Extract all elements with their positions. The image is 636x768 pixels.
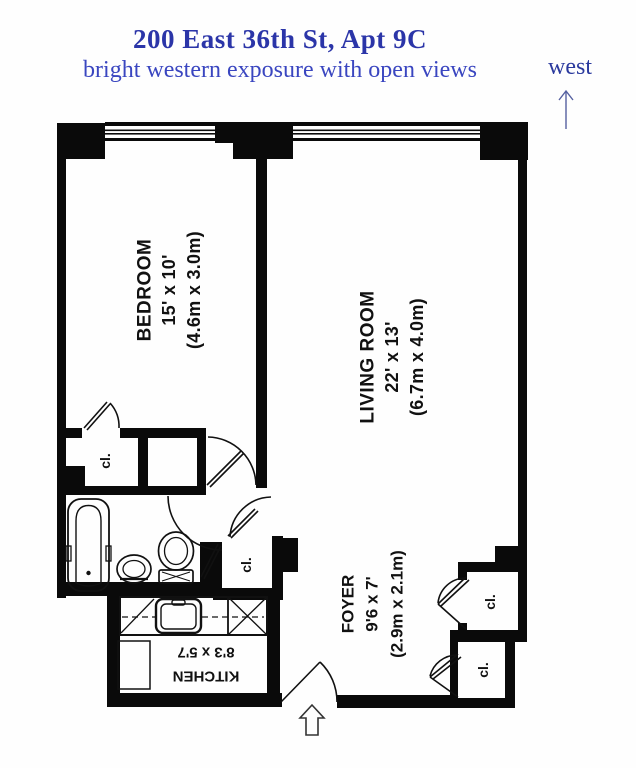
living-room-label: LIVING ROOM (357, 290, 379, 424)
wall-closet-nub (57, 466, 85, 495)
page-title: 200 East 36th St, Apt 9C (132, 24, 428, 54)
entry-arrow-icon (300, 705, 324, 735)
bedroom-dim-ft: 15' x 10' (159, 254, 179, 326)
foyer-closet-door (228, 497, 271, 538)
living-room-dim-ft: 22' x 13' (382, 321, 402, 393)
wall-bedroom-bottom-a (57, 428, 82, 438)
wall-pillar-top-left (57, 123, 105, 159)
closet-lower-right-label: cl. (475, 662, 491, 678)
foyer-closet-label: cl. (238, 557, 254, 573)
entry-door (281, 662, 337, 702)
wall-closet-divider (138, 438, 148, 495)
closet-upper-right-door (438, 577, 469, 629)
wall-kitchen-bottom (107, 693, 282, 707)
bathroom-sink (117, 555, 151, 583)
closet-upper-right-label: cl. (482, 594, 498, 610)
kitchen-sink (156, 599, 201, 633)
living-room-window (293, 122, 480, 141)
refrigerator (118, 641, 150, 689)
bedroom-door (207, 437, 256, 487)
bedroom-dim-m: (4.6m x 3.0m) (184, 231, 204, 349)
foyer-dim-m: (2.9m x 2.1m) (387, 550, 407, 658)
wall-closet-mid-band (450, 630, 527, 642)
wall-kitchen-right (267, 597, 280, 697)
wall-pillar-top-middle (215, 122, 293, 143)
bedroom-window (105, 122, 215, 141)
foyer-label: FOYER (338, 574, 358, 634)
bedroom-closet-label: cl. (97, 453, 113, 469)
wall-divider (256, 158, 267, 488)
wall-foyer-bottom (337, 695, 458, 708)
wall-closet-ur-top (458, 562, 518, 572)
counter-diagonal (121, 599, 154, 633)
bedroom-label: BEDROOM (134, 238, 156, 342)
wall-foyer-pillar (283, 538, 298, 572)
west-arrow-icon (559, 91, 573, 129)
page-subtitle: bright western exposure with open views (83, 57, 477, 83)
wall-pillar-top-right (480, 122, 528, 160)
wall-closet-right (197, 438, 206, 486)
kitchen-appliance-box (228, 597, 267, 635)
wall-left (57, 158, 66, 598)
compass-west-label: west (548, 54, 592, 80)
toilet (159, 532, 194, 583)
kitchen-dim-ft: 8'3 x 5'7 (177, 643, 235, 661)
wall-pillar-top-middle-2 (233, 143, 293, 159)
bedroom-closet-door (84, 402, 119, 430)
wall-foyer-closet-right (272, 536, 283, 600)
walls (57, 122, 528, 708)
living-room-dim-m: (6.7m x 4.0m) (407, 298, 427, 416)
bathtub (66, 499, 111, 591)
bathroom-fixtures (66, 499, 194, 591)
kitchen-label: KITCHEN (172, 667, 240, 685)
wall-closet-lr-bottom (450, 698, 515, 708)
wall-bedroom-bottom-b (120, 428, 206, 438)
foyer-dim-ft: 9'6 x 7' (362, 576, 382, 632)
